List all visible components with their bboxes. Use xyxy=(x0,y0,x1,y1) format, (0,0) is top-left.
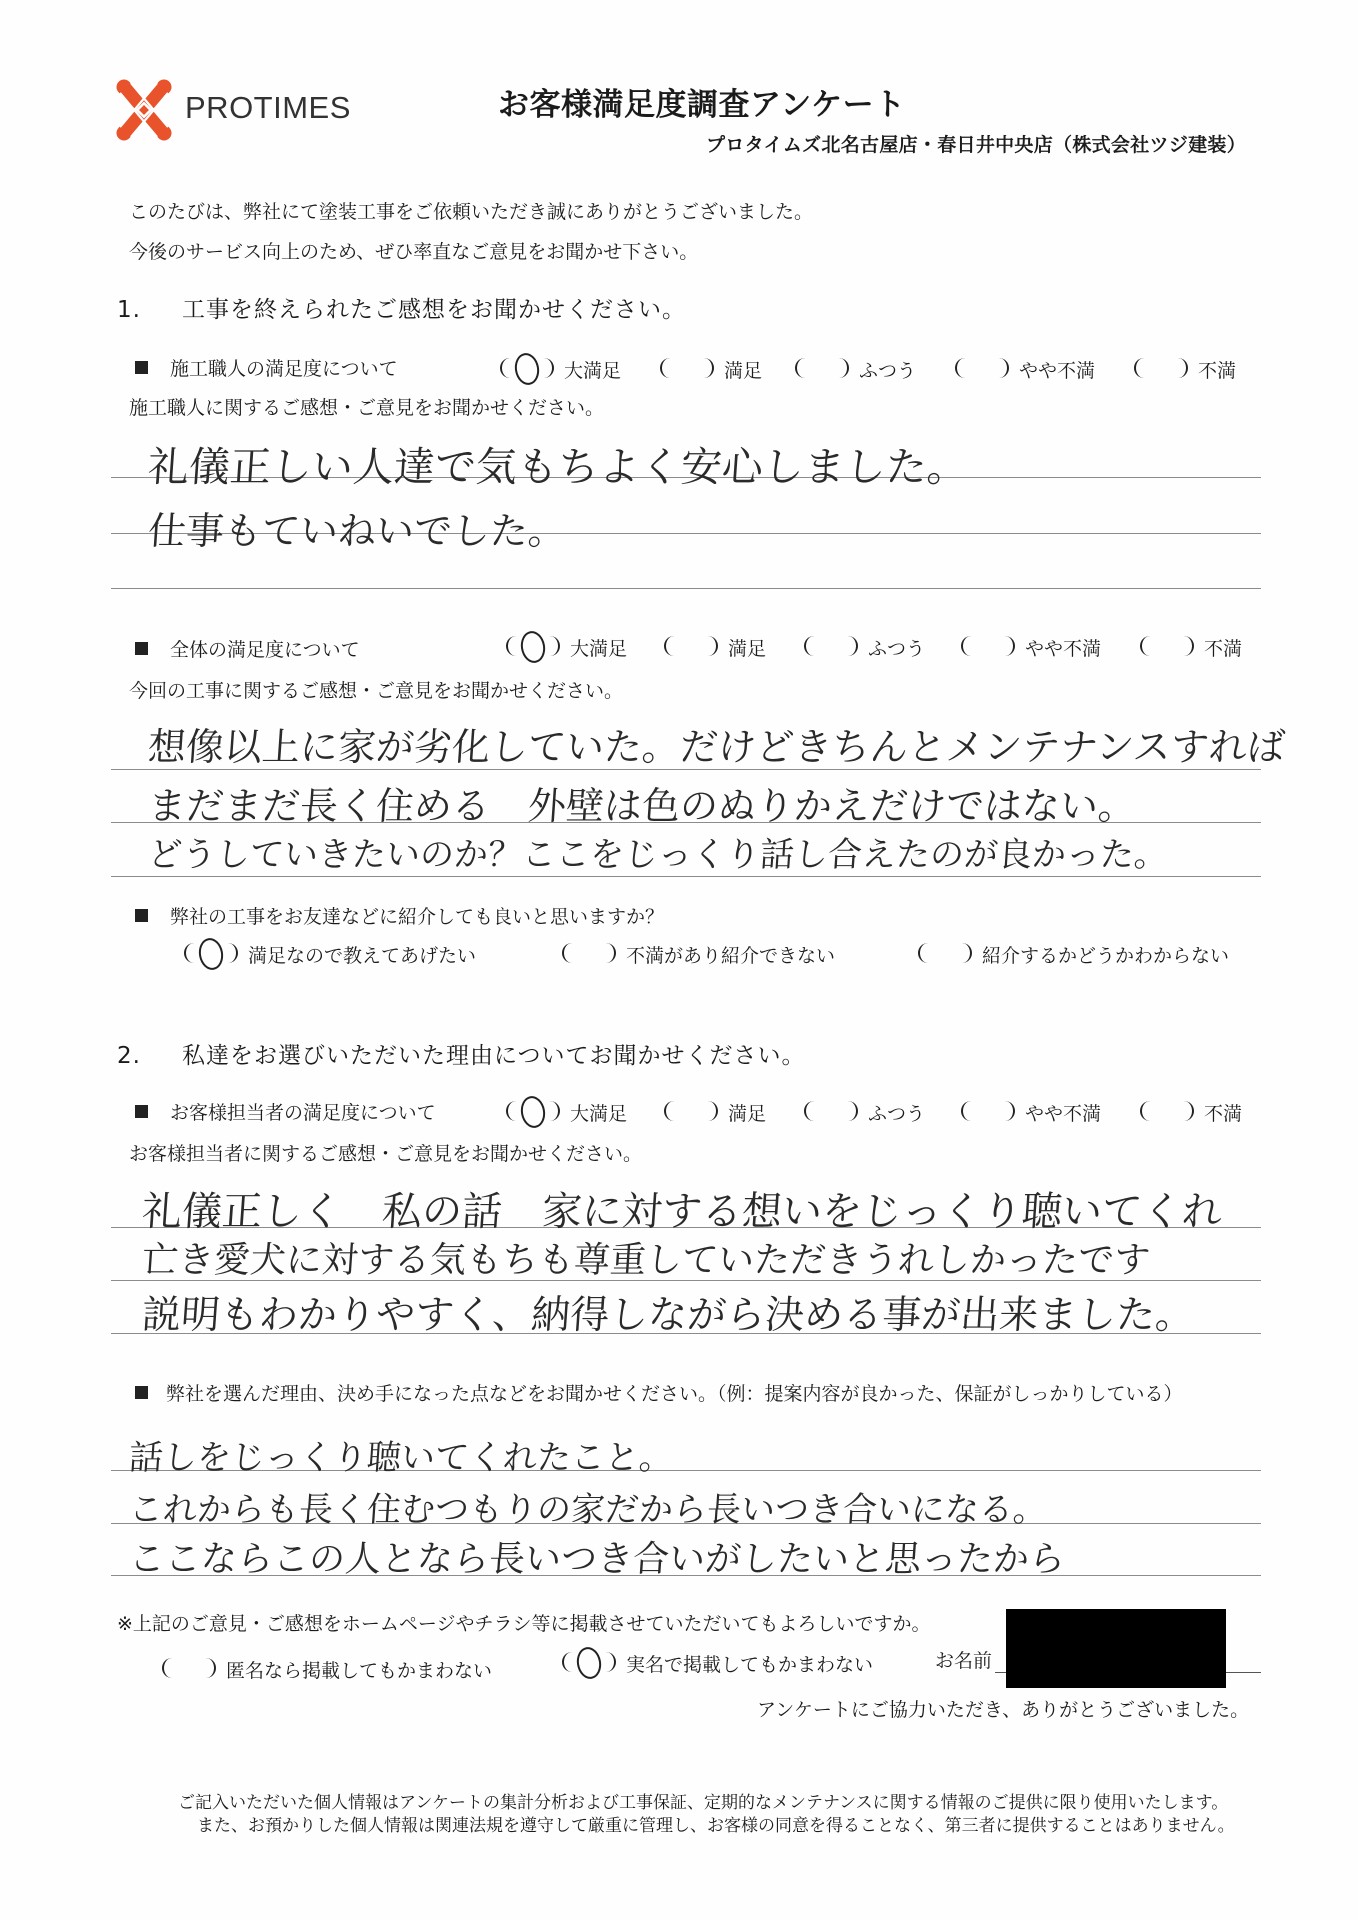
rating-option-label: ふつう xyxy=(868,637,926,660)
handwritten-circle-mark xyxy=(574,1645,603,1681)
name-label: お名前 xyxy=(935,1650,993,1672)
handwritten-answer-line: 礼儀正しい人達で気もちよく安心しました。 xyxy=(146,443,970,491)
checkbox-parens[interactable] xyxy=(1138,635,1196,659)
rating-option[interactable] xyxy=(1138,634,1242,660)
question-label: 全体の満足度について xyxy=(170,639,360,661)
store-name: プロタイムズ北名古屋店・春日井中央店（株式会社ツジ建装） xyxy=(706,134,1247,156)
survey-title: お客様満足度調査アンケート xyxy=(498,87,906,123)
checkbox-parens[interactable] xyxy=(802,1100,860,1124)
rating-option[interactable] xyxy=(793,356,916,382)
checkbox-parens[interactable] xyxy=(916,942,974,966)
handwritten-circle-mark xyxy=(518,1094,547,1130)
checkbox-parens[interactable] xyxy=(560,1651,618,1675)
rating-option[interactable] xyxy=(802,1099,925,1125)
rating-option[interactable] xyxy=(498,356,621,382)
handwritten-answer-line: 説明もわかりやすく、納得しながら決める事が出来ました。 xyxy=(140,1293,1196,1338)
question-label: お客様担当者の満足度について xyxy=(170,1102,436,1124)
comment-prompt: お客様担当者に関するご感想・ご意見をお聞かせください。 xyxy=(129,1143,643,1165)
referral-question xyxy=(135,906,664,928)
rating-option[interactable] xyxy=(959,1099,1101,1125)
checkbox-parens[interactable] xyxy=(953,357,1011,381)
consent-option[interactable] xyxy=(560,1650,873,1676)
handwritten-circle-mark xyxy=(518,629,547,665)
checkbox-parens[interactable] xyxy=(160,1657,218,1681)
referral-option-label: 紹介するかどうかわからない xyxy=(982,944,1230,967)
comment-prompt: 施工職人に関するご感想・ご意見をお聞かせください。 xyxy=(129,397,605,419)
rating-option[interactable] xyxy=(658,356,762,382)
logo-wordmark: PROTIMES xyxy=(185,90,351,125)
rating-option-label: ふつう xyxy=(868,1102,926,1125)
reason-question xyxy=(135,1383,1183,1405)
referral-options xyxy=(0,941,1358,967)
handwritten-answer-line: ここならこの人となら長いつき合いがしたいと思ったから xyxy=(127,1539,1067,1580)
rating-option[interactable] xyxy=(1132,356,1236,382)
handwritten-answer-line: 亡き愛犬に対する気もちも尊重していただきうれしかったです xyxy=(140,1240,1152,1281)
rating-option-label: 不満 xyxy=(1204,637,1243,660)
referral-option-label: 満足なので教えてあげたい xyxy=(248,944,477,967)
referral-option-label: 不満があり紹介できない xyxy=(626,944,836,967)
consent-option-label: 実名で掲載してもかまわない xyxy=(626,1653,874,1676)
consent-option[interactable] xyxy=(160,1656,492,1682)
handwritten-answer-line: 礼儀正しく 私の話 家に対する想いをじっくり聴いてくれ xyxy=(140,1189,1224,1235)
handwritten-answer-line: 話しをじっくり聴いてくれたこと。 xyxy=(127,1438,675,1478)
privacy-notice-line: また、お預かりした個人情報は関連法規を遵守して厳重に管理し、お客様の同意を得ることなく、第三者に提供することはありません。 xyxy=(197,1816,1235,1836)
checkbox-parens[interactable] xyxy=(959,1100,1017,1124)
handwritten-answer-line: 想像以上に家が劣化していた。だけどきちんとメンテナンスすれば xyxy=(146,725,1287,769)
rating-option[interactable] xyxy=(959,634,1101,660)
name-redaction-box xyxy=(1006,1609,1226,1688)
checkbox-parens[interactable] xyxy=(560,942,618,966)
referral-option[interactable] xyxy=(560,941,835,967)
rating-option[interactable] xyxy=(504,1099,627,1125)
handwritten-answer-line: これからも長く住むつもりの家だから長いつき合いになる。 xyxy=(127,1490,1049,1530)
checkbox-parens[interactable] xyxy=(498,357,556,381)
rating-option-label: 満足 xyxy=(724,359,763,382)
rating-option-label: ふつう xyxy=(859,359,917,382)
consent-question: ※上記のご意見・ご感想をホームページやチラシ等に掲載させていただいてもよろしいですか。 xyxy=(117,1613,931,1635)
checkbox-parens[interactable] xyxy=(1138,1100,1196,1124)
comment-prompt: 今回の工事に関するご感想・ご意見をお聞かせください。 xyxy=(129,680,624,702)
rating-option-label: 不満 xyxy=(1204,1102,1243,1125)
rating-option-label: やや不満 xyxy=(1019,359,1096,382)
handwritten-answer-line: 仕事もていねいでした。 xyxy=(146,509,568,553)
rating-option-label: 大満足 xyxy=(564,359,622,382)
rating-option[interactable] xyxy=(662,634,766,660)
overall-rating-options xyxy=(0,634,1358,660)
staff-rating-options xyxy=(0,1099,1358,1125)
rating-option[interactable] xyxy=(662,1099,766,1125)
rating-option-label: 大満足 xyxy=(570,637,628,660)
referral-option[interactable] xyxy=(916,941,1229,967)
question-label: 弊社の工事をお友達などに紹介しても良いと思いますか？ xyxy=(170,906,665,928)
checkbox-parens[interactable] xyxy=(662,635,720,659)
question-label: 施工職人の満足度について xyxy=(170,358,398,380)
checkbox-parens[interactable] xyxy=(504,635,562,659)
protimes-logo-icon xyxy=(115,78,173,142)
handwritten-circle-mark xyxy=(196,936,225,972)
consent-option-label: 匿名なら掲載してもかまわない xyxy=(226,1659,493,1682)
checkbox-parens[interactable] xyxy=(182,942,240,966)
handwritten-answer-line: まだまだ長く住める 外壁は色のぬりかえだけではない。 xyxy=(146,784,1138,828)
checkbox-parens[interactable] xyxy=(1132,357,1190,381)
rating-option-label: やや不満 xyxy=(1025,1102,1102,1125)
checkbox-parens[interactable] xyxy=(658,357,716,381)
checkbox-parens[interactable] xyxy=(504,1100,562,1124)
intro-line: 今後のサービス向上のため、ぜひ率直なご意見をお聞かせ下さい。 xyxy=(129,241,699,263)
thank-you-message: アンケートにご協力いただき、ありがとうございました。 xyxy=(757,1699,1250,1721)
section-number: 2. xyxy=(117,1043,141,1069)
ruled-line xyxy=(111,769,1261,770)
bullet-square-icon xyxy=(135,1386,148,1399)
rating-option[interactable] xyxy=(504,634,627,660)
rating-option-label: 満足 xyxy=(728,1102,767,1125)
ruled-line xyxy=(111,876,1261,877)
checkbox-parens[interactable] xyxy=(662,1100,720,1124)
question-label: 弊社を選んだ理由、決め手になった点などをお聞かせください。（例：提案内容が良かった、保証がしっかりしている） xyxy=(166,1383,1183,1405)
bullet-square-icon xyxy=(135,909,148,922)
referral-option[interactable] xyxy=(182,941,476,967)
rating-option-label: 不満 xyxy=(1198,359,1237,382)
privacy-notice-line: ご記入いただいた個人情報はアンケートの集計分析および工事保証、定期的なメンテナンスに関する情報のご提供に限り使用いたします。 xyxy=(178,1793,1229,1813)
section-heading: 私達をお選びいただいた理由についてお聞かせください。 xyxy=(182,1043,806,1069)
rating-option[interactable] xyxy=(1138,1099,1242,1125)
section-number: 1. xyxy=(117,297,141,323)
rating-option-label: 満足 xyxy=(728,637,767,660)
section-heading: 工事を終えられたご感想をお聞かせください。 xyxy=(182,297,686,323)
ruled-line xyxy=(111,588,1261,589)
checkbox-parens[interactable] xyxy=(793,357,851,381)
handwritten-circle-mark xyxy=(512,351,541,387)
rating-option[interactable] xyxy=(953,356,1095,382)
craftsmen-rating-options xyxy=(0,356,1358,382)
checkbox-parens[interactable] xyxy=(959,635,1017,659)
handwritten-answer-line: どうしていきたいのか？ここをじっくり話し合えたのが良かった。 xyxy=(146,835,1170,875)
rating-option-label: 大満足 xyxy=(570,1102,628,1125)
rating-option-label: やや不満 xyxy=(1025,637,1102,660)
intro-line: このたびは、弊社にて塗装工事をご依頼いただき誠にありがとうございました。 xyxy=(129,201,814,223)
checkbox-parens[interactable] xyxy=(802,635,860,659)
rating-option[interactable] xyxy=(802,634,925,660)
